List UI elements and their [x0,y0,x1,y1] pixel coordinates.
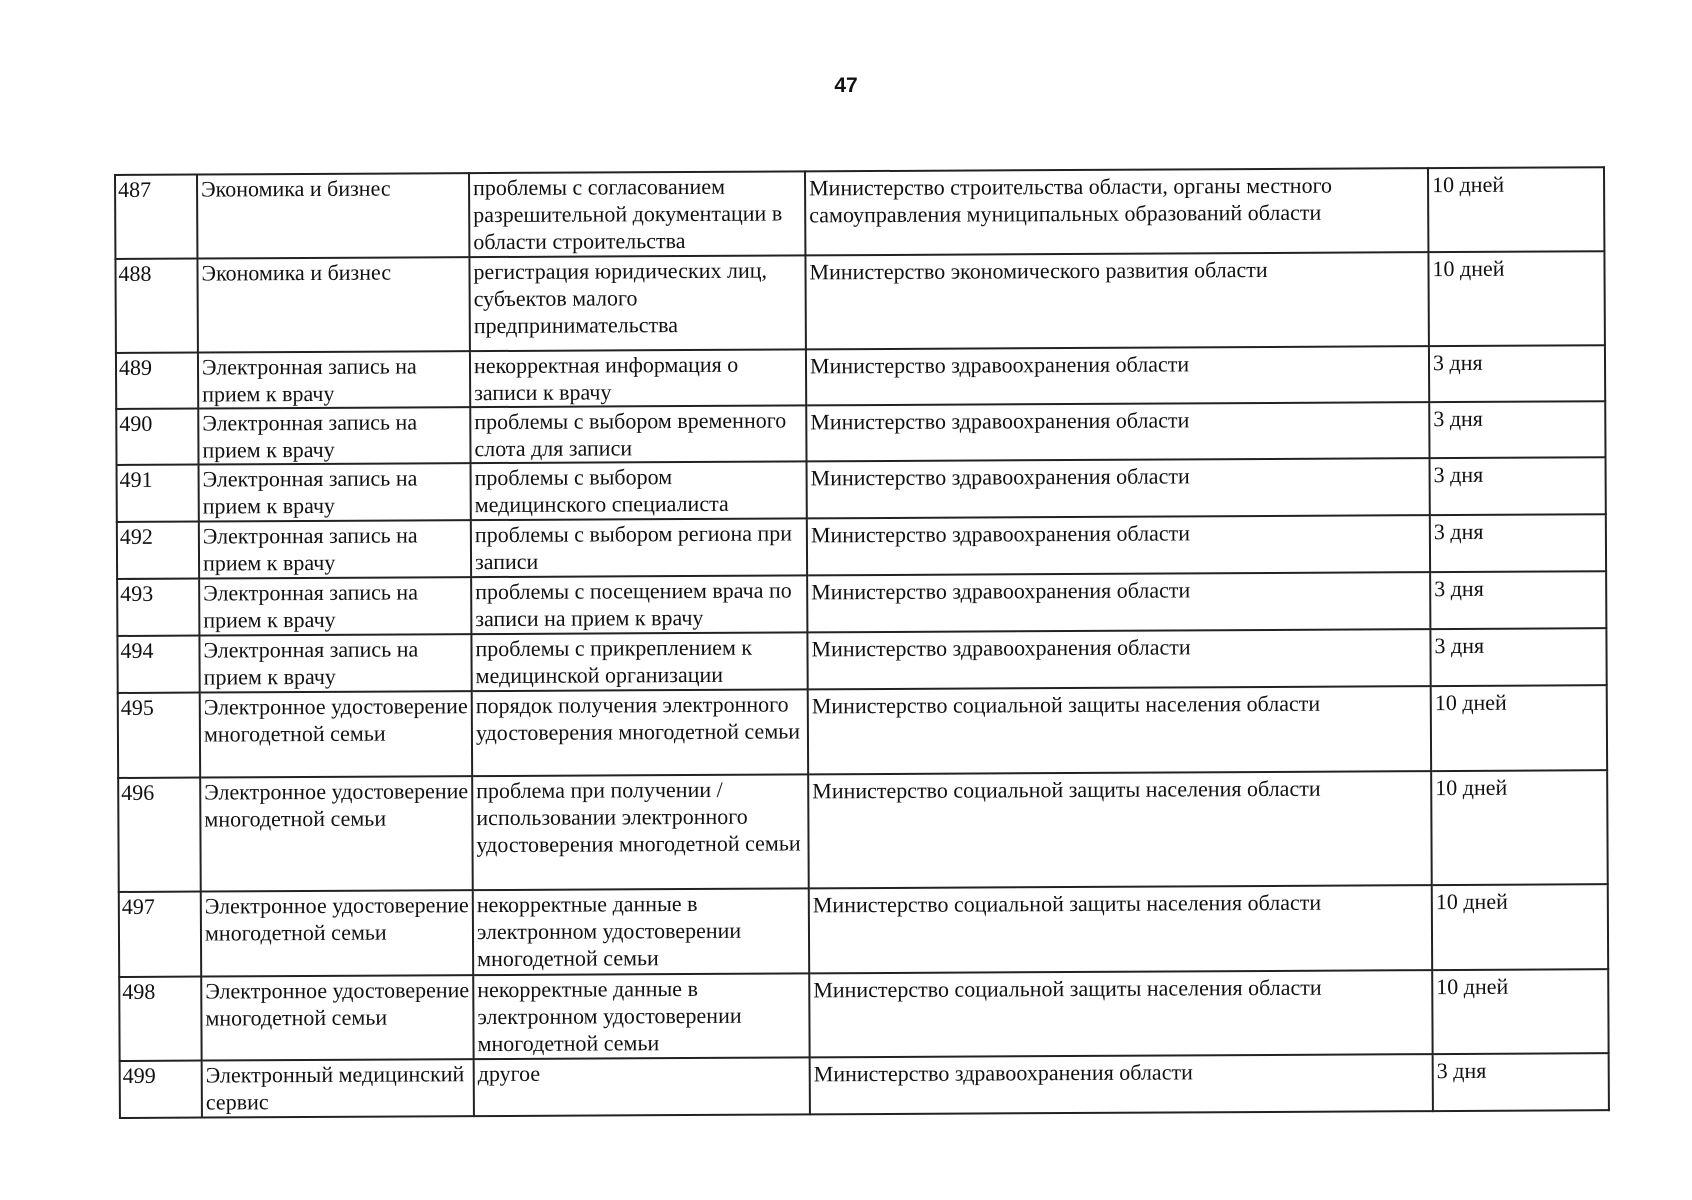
deadline-cell: 3 дня [1429,401,1605,458]
category-cell: Электронная запись на прием к врачу [198,351,470,408]
row-number: 492 [117,522,199,579]
deadline-cell: 10 дней [1428,167,1604,252]
authority-cell: Министерство здравоохранения области [810,1054,1433,1114]
category-cell: Электронная запись на прием к врачу [198,407,470,464]
deadline-cell: 3 дня [1433,1053,1609,1111]
authority-cell: Министерство здравоохранения области [807,458,1430,518]
row-number: 490 [116,409,198,465]
authority-cell: Министерство социальной защиты населения области [808,771,1432,888]
row-number: 499 [120,1061,202,1118]
deadline-cell: 10 дней [1431,770,1608,885]
row-number: 498 [119,977,201,1061]
problem-cell: проблемы с выбором медицинского специалиста [471,461,807,520]
problem-cell: порядок получения электронного удостоверения многодетной семьи [472,689,808,776]
row-number: 491 [117,465,199,522]
category-cell: Электронное удостоверение многодетной семьи [201,975,473,1060]
deadline-cell: 3 дня [1430,571,1606,629]
deadline-cell: 10 дней [1432,884,1608,970]
authority-cell: Министерство здравоохранения области [807,515,1430,575]
table-row [119,969,1608,1061]
row-number: 495 [118,693,200,778]
row-number: 488 [115,259,197,353]
problem-cell: проблемы с прикреплением к медицинской организации [471,632,807,691]
category-cell: Электронное удостоверение многодетной семьи [201,890,473,976]
problem-cell: проблемы с выбором региона при записи [471,518,807,577]
problem-cell: некорректная информация о записи к врачу [470,349,806,407]
category-cell: Электронный медицинский сервис [202,1059,474,1117]
category-cell: Электронная запись на прием к врачу [199,577,471,635]
category-cell: Электронное удостоверение многодетной семьи [200,691,472,777]
table-row [117,628,1606,693]
category-cell: Электронное удостоверение многодетной семьи [200,776,473,891]
deadline-cell: 3 дня [1430,514,1606,572]
category-cell: Электронная запись на прием к врачу [199,520,471,578]
table-body [115,167,1609,1118]
category-cell: Электронная запись на прием к врачу [199,463,471,521]
authority-cell: Министерство здравоохранения области [806,402,1429,461]
table-row [116,345,1605,409]
table-row [116,401,1605,465]
category-cell: Экономика и бизнес [197,173,469,258]
table-row [115,251,1604,353]
table-row [117,457,1606,522]
problem-cell: некорректные данные в электронном удостоверении многодетной семьи [473,888,809,975]
deadline-cell: 10 дней [1428,251,1604,346]
problem-cell: проблемы с посещением врача по записи на прием к врачу [471,575,807,634]
row-number: 489 [116,353,198,409]
problem-cell: некорректные данные в электронном удостоверении многодетной семьи [473,973,809,1059]
authority-cell: Министерство социальной защиты населения области [809,885,1432,973]
deadline-cell: 3 дня [1429,345,1605,402]
deadline-cell: 3 дня [1430,628,1606,686]
authority-cell: Министерство экономического развития области [805,252,1428,349]
deadline-cell: 10 дней [1431,685,1607,771]
problem-cell: регистрация юридических лиц, субъектов малого предпринимательства [469,255,805,351]
problem-cell: другое [474,1057,810,1116]
row-number: 496 [118,778,201,892]
problem-cell: проблема при получении / использовании электронного удостоверения многодетной семьи [472,774,809,890]
table-container [114,166,1610,1119]
table-row [115,167,1604,259]
category-cell: Экономика и бизнес [197,257,469,352]
appeals-table [114,166,1610,1119]
table-row [119,884,1608,977]
table-row [118,770,1608,892]
problem-cell: проблемы с согласованием разрешительной документации в области строительства [469,171,805,257]
row-number: 493 [117,579,199,636]
deadline-cell: 3 дня [1430,457,1606,515]
deadline-cell: 10 дней [1432,969,1608,1054]
problem-cell: проблемы с выбором временного слота для записи [470,405,806,463]
authority-cell: Министерство здравоохранения области [807,572,1430,632]
table-row [118,685,1607,778]
authority-cell: Министерство социальной защиты населения области [809,970,1432,1057]
row-number: 487 [115,175,197,259]
table-row [117,571,1606,636]
page-number: 47 [834,74,858,97]
row-number: 494 [117,636,199,693]
row-number: 497 [119,892,201,977]
authority-cell: Министерство здравоохранения области [807,629,1430,689]
authority-cell: Министерство строительства области, органы местного самоуправления муниципальных образований области [805,168,1428,255]
table-row [117,514,1606,579]
table-row [120,1053,1609,1118]
category-cell: Электронная запись на прием к врачу [199,634,471,692]
authority-cell: Министерство здравоохранения области [806,346,1429,405]
authority-cell: Министерство социальной защиты населения области [808,686,1431,774]
